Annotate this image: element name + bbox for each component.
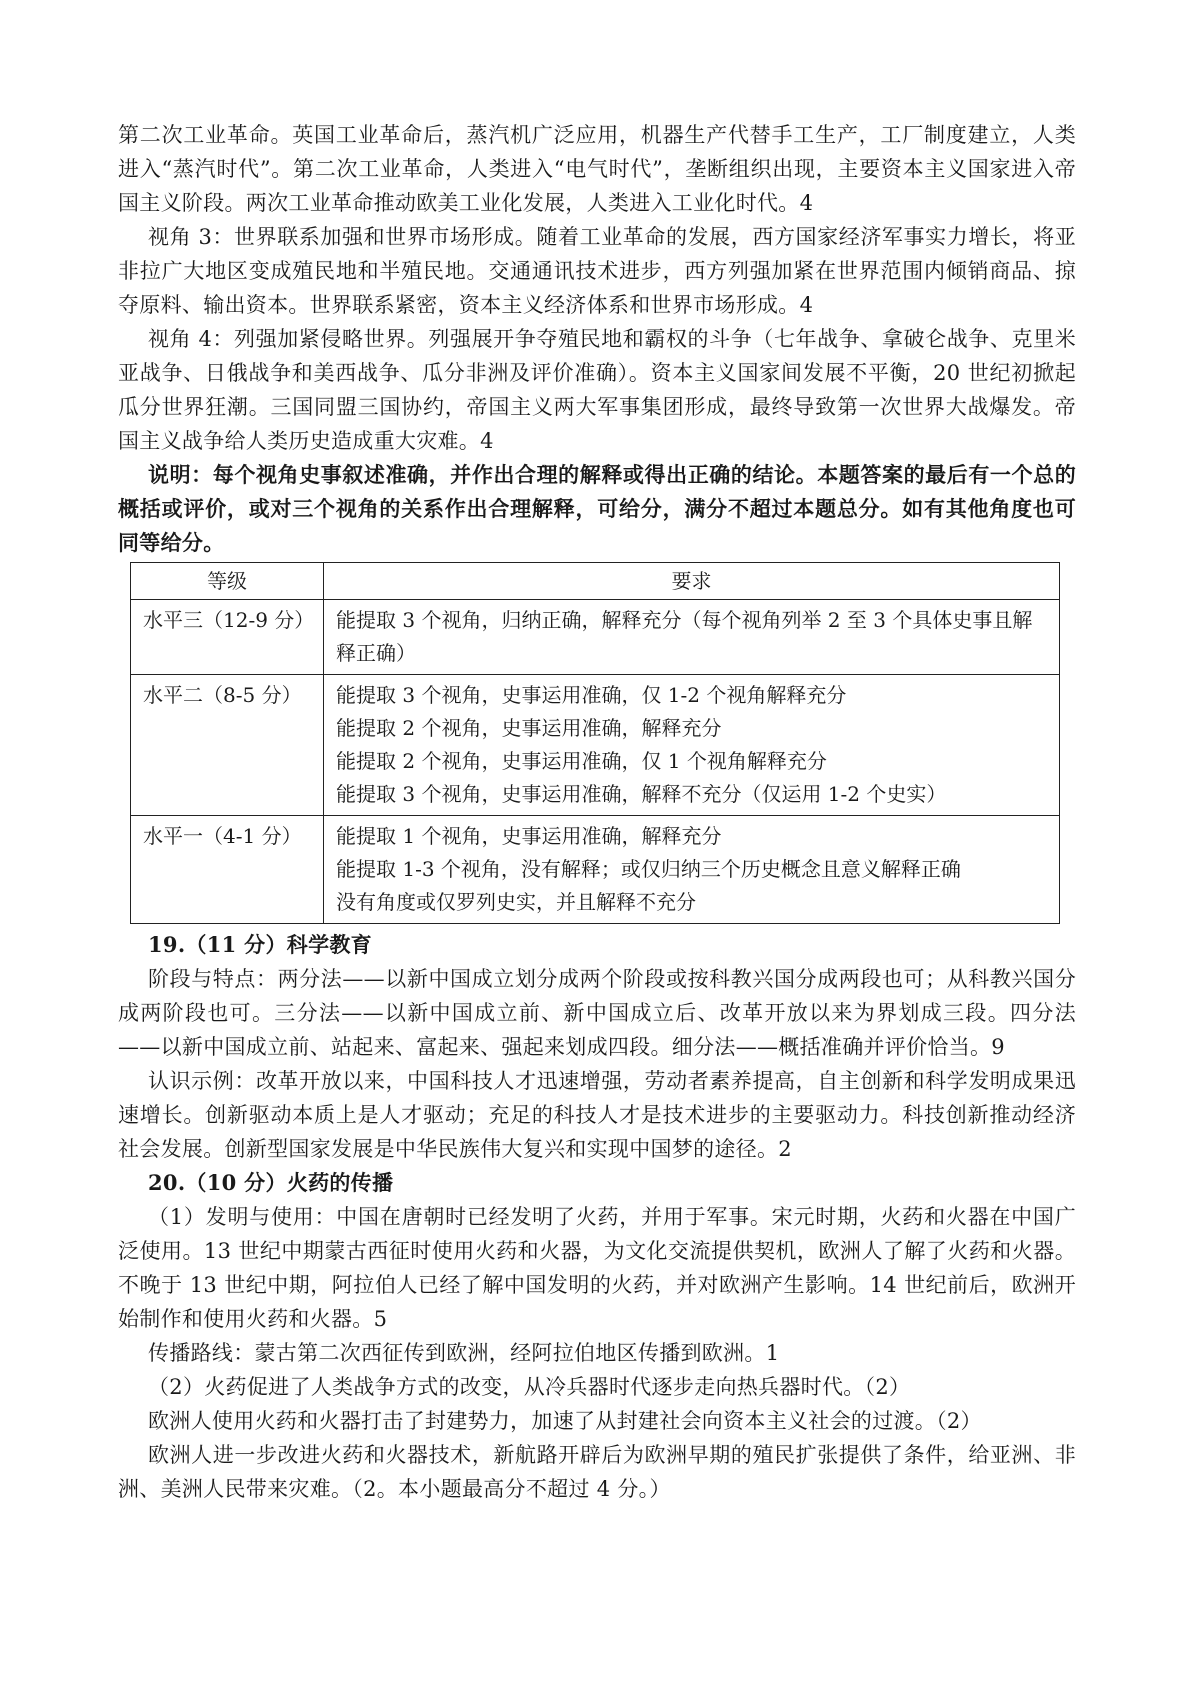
question-20-impact-colonial: 欧洲人进一步改进火药和火器技术，新航路开辟后为欧洲早期的殖民扩张提供了条件，给亚洲、非洲、美洲人民带来灾难。（2。本小题最高分不超过 4 分。） — [118, 1443, 1076, 1501]
question-20-invention: （1）发明与使用：中国在唐朝时已经发明了火药，并用于军事。宋元时期，火药和火器在中国广泛使用。13 世纪中期蒙古西征时使用火药和火器，为文化交流提供契机，欧洲人了解了火药和火器。不晚于 13 世纪中期，阿拉伯人已经了解中国发明的火药，并对欧洲产生影响。14 世纪前后，欧洲开始制作和使用火药和火器。5 — [118, 1205, 1076, 1331]
answer-page — [118, 118, 1076, 1506]
question-20-impact-war: （2）火药促进了人类战争方式的改变，从冷兵器时代逐步走向热兵器时代。（2） — [148, 1375, 911, 1399]
requirement-line: 能提取 1 个视角，史事运用准确，解释充分 — [336, 824, 722, 848]
requirements-cell — [324, 816, 1060, 924]
question-20-impact-feudal: 欧洲人使用火药和火器打击了封建势力，加速了从封建社会向资本主义社会的过渡。（2） — [148, 1409, 982, 1433]
level-cell: 水平三（12-9 分） — [131, 600, 324, 675]
requirement-line: 能提取 2 个视角，史事运用准确，解释充分 — [336, 716, 722, 740]
question-20-route: 传播路线：蒙古第二次西征传到欧洲，经阿拉伯地区传播到欧洲。1 — [148, 1341, 780, 1365]
question-19-stages: 阶段与特点：两分法——以新中国成立划分成两个阶段或按科教兴国分成两段也可；从科教兴国分成两阶段也可。三分法——以新中国成立前、新中国成立后、改革开放以来为界划成三段。四分法——以新中国成立前、站起来、富起来、强起来划成四段。细分法——概括准确并评价恰当。9 — [118, 967, 1076, 1059]
table-header-row — [131, 563, 1060, 600]
table-row-level-3 — [131, 600, 1060, 675]
requirements-cell — [324, 600, 1060, 675]
requirement-line: 能提取 2 个视角，史事运用准确，仅 1 个视角解释充分 — [336, 749, 827, 773]
requirement-line: 能提取 1-3 个视角，没有解释；或仅归纳三个历史概念且意义解释正确 — [336, 857, 961, 881]
question-19-example: 认识示例：改革开放以来，中国科技人才迅速增强，劳动者素养提高，自主创新和科学发明成果迅速增长。创新驱动本质上是人才驱动；充足的科技人才是技术进步的主要驱动力。科技创新推动经济社会发展。创新型国家发展是中华民族伟大复兴和实现中国梦的途径。2 — [118, 1069, 1076, 1161]
question-20-heading: 20.（10 分）火药的传播 — [148, 1170, 394, 1195]
requirement-line: 能提取 3 个视角，史事运用准确，解释不充分（仅运用 1-2 个史实） — [336, 782, 947, 806]
scoring-note: 说明：每个视角史事叙述准确，并作出合理的解释或得出正确的结论。本题答案的最后有一个总的概括或评价，或对三个视角的关系作出合理解释，可给分，满分不超过本题总分。如有其他角度也可同等给分。 — [118, 462, 1076, 555]
level-cell: 水平二（8-5 分） — [131, 675, 324, 816]
paragraph-industrial-revolution: 第二次工业革命。英国工业革命后，蒸汽机广泛应用，机器生产代替手工生产，工厂制度建立，人类进入“蒸汽时代”。第二次工业革命，人类进入“电气时代”，垄断组织出现，主要资本主义国家进入帝国主义阶段。两次工业革命推动欧美工业化发展，人类进入工业化时代。4 — [118, 123, 1076, 215]
requirements-cell — [324, 675, 1060, 816]
scoring-rubric-table — [130, 562, 1060, 924]
table-row-level-2 — [131, 675, 1060, 816]
level-cell: 水平一（4-1 分） — [131, 816, 324, 924]
table-row-level-1 — [131, 816, 1060, 924]
header-requirements: 要求 — [324, 563, 1060, 600]
paragraph-perspective-3: 视角 3：世界联系加强和世界市场形成。随着工业革命的发展，西方国家经济军事实力增长，将亚非拉广大地区变成殖民地和半殖民地。交通通讯技术进步，西方列强加紧在世界范围内倾销商品、掠夺原料、输出资本。世界联系紧密，资本主义经济体系和世界市场形成。4 — [118, 225, 1076, 317]
requirement-line: 能提取 3 个视角，归纳正确，解释充分（每个视角列举 2 至 3 个具体史事且解释正确） — [336, 608, 1033, 665]
requirement-line: 没有角度或仅罗列史实，并且解释不充分 — [336, 890, 696, 914]
question-19-heading: 19.（11 分）科学教育 — [148, 932, 372, 957]
requirement-line: 能提取 3 个视角，史事运用准确，仅 1-2 个视角解释充分 — [336, 683, 847, 707]
header-level: 等级 — [131, 563, 324, 600]
paragraph-perspective-4: 视角 4：列强加紧侵略世界。列强展开争夺殖民地和霸权的斗争（七年战争、拿破仑战争、克里米亚战争、日俄战争和美西战争、瓜分非洲及评价准确）。资本主义国家间发展不平衡，20 世纪初掀起瓜分世界狂潮。三国同盟三国协约，帝国主义两大军事集团形成，最终导致第一次世界大战爆发。帝国主义战争给人类历史造成重大灾难。4 — [118, 327, 1076, 453]
